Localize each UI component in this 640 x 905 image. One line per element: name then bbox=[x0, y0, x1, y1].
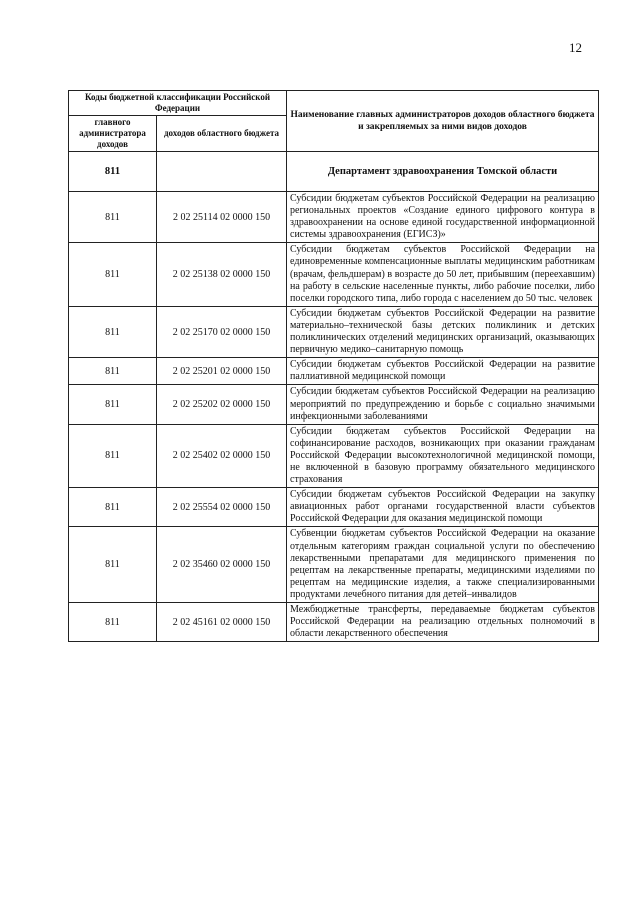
admin-code-cell: 811 bbox=[69, 306, 157, 357]
income-code-cell: 2 02 25554 02 0000 150 bbox=[157, 488, 287, 527]
income-description-cell: Субсидии бюджетам субъектов Российской Федерации на реализацию региональных проектов «Создание единого цифрового контура в здравоохранении на основе единой государственной информационной системы здравоохранения (ЕГИСЗ)» bbox=[287, 192, 599, 243]
income-description-cell: Субвенции бюджетам субъектов Российской Федерации на оказание отдельным категориям граждан социальной услуги по обеспечению лекарственными препаратами для медицинского применения по рецептам на лекарственные препараты, медицинскими изделиями по рецептам на медицинские изделия, а также специализированными продуктами лечебного питания для детей–инвалидов bbox=[287, 527, 599, 603]
income-code-cell: 2 02 25138 02 0000 150 bbox=[157, 243, 287, 306]
admin-code-cell: 811 bbox=[69, 192, 157, 243]
name-column-header: Наименование главных администраторов доходов областного бюджета и закрепляемых за ними видов доходов bbox=[287, 91, 599, 152]
admin-code-cell: 811 bbox=[69, 385, 157, 424]
income-description-cell: Субсидии бюджетам субъектов Российской Федерации на единовременные компенсационные выплаты медицинским работникам (врачам, фельдшерам) в возрасте до 50 лет, прибывшим (переехавшим) на работу в сельские населенные пункты, либо рабочие поселки, либо поселки городского типа, либо города с населением до 50 тыс. человек bbox=[287, 243, 599, 306]
income-description-cell: Субсидии бюджетам субъектов Российской Федерации на закупку авиационных работ органами государственной власти субъектов Российской Федерации для оказания медицинской помощи bbox=[287, 488, 599, 527]
admin-code-cell: 811 bbox=[69, 243, 157, 306]
income-description-cell: Субсидии бюджетам субъектов Российской Федерации на развитие паллиативной медицинской помощи bbox=[287, 358, 599, 385]
admin-code-cell: 811 bbox=[69, 424, 157, 487]
table-row bbox=[69, 488, 599, 527]
income-description-cell: Межбюджетные трансферты, передаваемые бюджетам субъектов Российской Федерации на реализацию отдельных полномочий в области лекарственного обеспечения bbox=[287, 603, 599, 642]
table-row bbox=[69, 385, 599, 424]
table-row bbox=[69, 358, 599, 385]
budget-classification-table bbox=[68, 90, 599, 642]
income-code-cell: 2 02 25170 02 0000 150 bbox=[157, 306, 287, 357]
department-empty-cell bbox=[157, 152, 287, 192]
admin-code-cell: 811 bbox=[69, 358, 157, 385]
income-description-cell: Субсидии бюджетам субъектов Российской Федерации на развитие материально–технической базы детских поликлиник и детских поликлинических отделений медицинских организаций, оказывающих первичную медико–санитарную помощь bbox=[287, 306, 599, 357]
table-row bbox=[69, 603, 599, 642]
page-number: 12 bbox=[569, 40, 582, 55]
income-code-cell: 2 02 25402 02 0000 150 bbox=[157, 424, 287, 487]
admin-column-header: главного администратора доходов bbox=[69, 116, 157, 152]
admin-code-cell: 811 bbox=[69, 488, 157, 527]
table-row bbox=[69, 306, 599, 357]
income-column-header: доходов областного бюджета bbox=[157, 116, 287, 152]
income-code-cell: 2 02 25201 02 0000 150 bbox=[157, 358, 287, 385]
income-code-cell: 2 02 35460 02 0000 150 bbox=[157, 527, 287, 603]
codes-group-header: Коды бюджетной классификации Российской Федерации bbox=[69, 91, 287, 116]
table-row bbox=[69, 192, 599, 243]
admin-code-cell: 811 bbox=[69, 603, 157, 642]
department-row bbox=[69, 152, 599, 192]
admin-code-cell: 811 bbox=[69, 527, 157, 603]
income-code-cell: 2 02 25202 02 0000 150 bbox=[157, 385, 287, 424]
table-row bbox=[69, 527, 599, 603]
header-row-1 bbox=[69, 91, 599, 116]
department-name: Департамент здравоохранения Томской области bbox=[287, 152, 599, 192]
table-row bbox=[69, 243, 599, 306]
income-description-cell: Субсидии бюджетам субъектов Российской Федерации на софинансирование расходов, возникающих при оказании гражданам Российской Федерации высокотехнологичной медицинской помощи, не включенной в базовую программу обязательного медицинского страхования bbox=[287, 424, 599, 487]
income-code-cell: 2 02 45161 02 0000 150 bbox=[157, 603, 287, 642]
department-code: 811 bbox=[69, 152, 157, 192]
income-description-cell: Субсидии бюджетам субъектов Российской Федерации на реализацию мероприятий по предупреждению и борьбе с социально значимыми инфекционными заболеваниями bbox=[287, 385, 599, 424]
income-code-cell: 2 02 25114 02 0000 150 bbox=[157, 192, 287, 243]
table-row bbox=[69, 424, 599, 487]
